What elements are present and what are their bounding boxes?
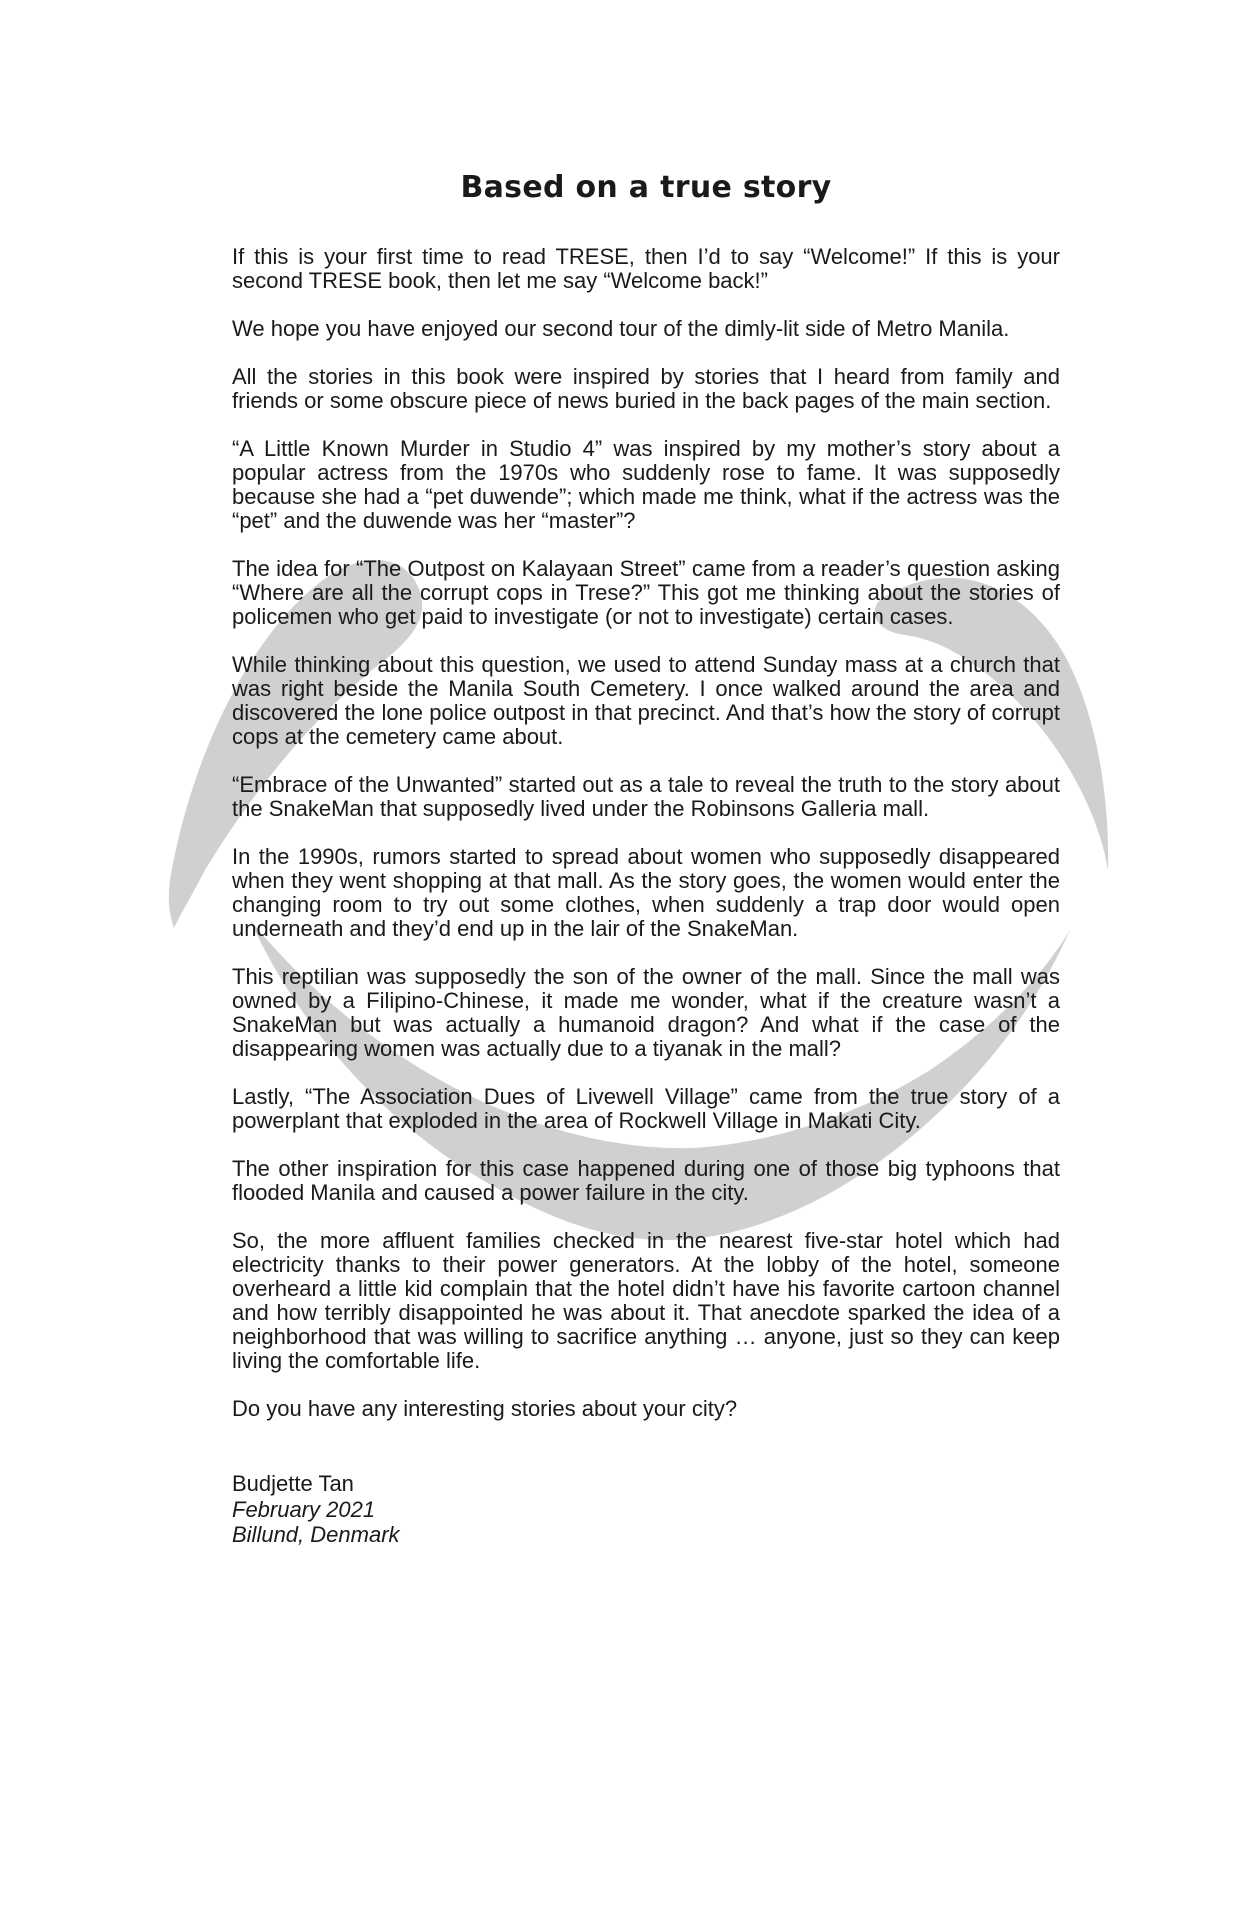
paragraph-rumors: In the 1990s, rumors started to spread about women who supposedly disappeared when they went shopping at that mall. As the story goes, the women would enter the changing room to try out some clothes, when suddenly a trap door would open underneath and they’d end up in the lair of the SnakeMan. xyxy=(232,844,1060,941)
paragraph-studio-4: “A Little Known Murder in Studio 4” was inspired by my mother’s story about a popular actress from the 1970s who suddenly rose to fame. It was supposedly because she had a “pet duwende”; which made me think, what if the actress was the “pet” and the duwende was her “master”? xyxy=(232,436,1060,533)
signature-place: Billund, Denmark xyxy=(232,1522,400,1547)
paragraph-typhoon: The other inspiration for this case happened during one of those big typhoons that flooded Manila and caused a power failure in the city. xyxy=(232,1156,1060,1205)
paragraph-reptilian: This reptilian was supposedly the son of the owner of the mall. Since the mall was owned by a Filipino-Chinese, it made me wonder, what if the creature wasn’t a SnakeMan but was actually a humanoid dragon? And what if the case of the disappearing women was actually due to a tiyanak in the mall? xyxy=(232,964,1060,1061)
signature-date: February 2021 xyxy=(232,1497,376,1522)
page-title: Based on a true story xyxy=(460,170,832,205)
paragraph-embrace: “Embrace of the Unwanted” started out as a tale to reveal the truth to the story about the SnakeMan that supposedly lived under the Robinsons Galleria mall. xyxy=(232,772,1060,821)
paragraph-welcome: If this is your first time to read TRESE, then I’d to say “Welcome!” If this is your second TRESE book, then let me say “Welcome back!” xyxy=(232,244,1060,293)
paragraph-outpost: The idea for “The Outpost on Kalayaan Street” came from a reader’s question asking “Where are all the corrupt cops in Trese?” This got me thinking about the stories of policemen who get paid to investigate (or not to investigate) certain cases. xyxy=(232,556,1060,629)
author-name: Budjette Tan xyxy=(232,1471,354,1496)
paragraph-inspiration: All the stories in this book were inspired by stories that I heard from family and friends or some obscure piece of news buried in the back pages of the main section. xyxy=(232,364,1060,413)
paragraph-livewell: Lastly, “The Association Dues of Livewell Village” came from the true story of a powerplant that exploded in the area of Rockwell Village in Makati City. xyxy=(232,1084,1060,1133)
document-page xyxy=(232,170,1060,1547)
paragraph-hotel: So, the more affluent families checked in the nearest five-star hotel which had electricity thanks to their power generators. At the lobby of the hotel, someone overheard a little kid complain that the hotel didn’t have his favorite cartoon channel and how terribly disappointed he was about it. That anecdote sparked the idea of a neighborhood that was willing to sacrifice anything … anyone, just so they can keep living the comfortable life. xyxy=(232,1228,1060,1373)
signature-block xyxy=(232,1471,1060,1547)
paragraph-question: Do you have any interesting stories about your city? xyxy=(232,1396,738,1421)
paragraph-cemetery: While thinking about this question, we used to attend Sunday mass at a church that was right beside the Manila South Cemetery. I once walked around the area and discovered the lone police outpost in that precinct. And that’s how the story of corrupt cops at the cemetery came about. xyxy=(232,652,1060,749)
paragraph-tour: We hope you have enjoyed our second tour of the dimly-lit side of Metro Manila. xyxy=(232,316,1010,341)
